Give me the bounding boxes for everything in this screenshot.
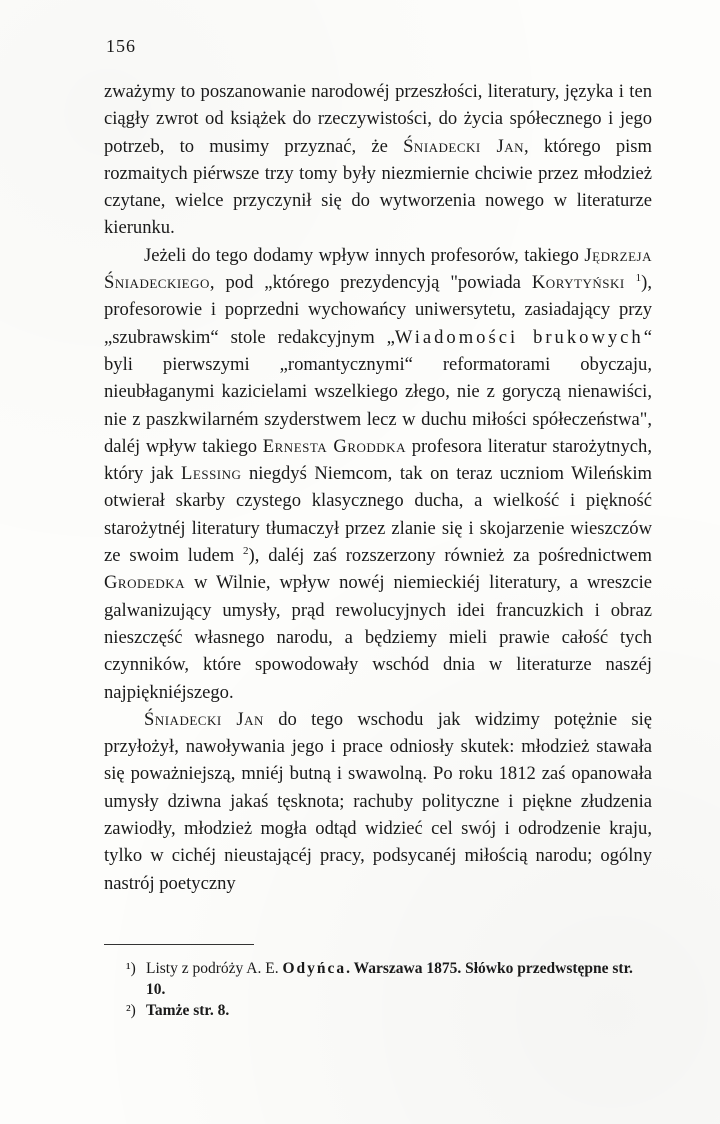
p1-author-name: Śniadecki Jan bbox=[403, 135, 524, 157]
footnote-1-pre: Listy z podróży A. E. bbox=[146, 960, 283, 977]
p2-name-jedrzej: Jędrzeja Śniadeckiego bbox=[104, 244, 652, 294]
p2-name-korytynski: Korytyński bbox=[531, 272, 625, 294]
paragraph-2 bbox=[104, 242, 652, 706]
footnote-ref-2: 2 bbox=[243, 544, 249, 557]
p2-text-2: , pod „którego prezydencyją "powiada bbox=[209, 272, 532, 294]
page-number: 156 bbox=[106, 36, 136, 56]
footnote-2-mark: ²) bbox=[126, 1002, 136, 1019]
footnote-1-post: . Warszawa 1875. Słówko przedwstępne str. 10. bbox=[146, 960, 633, 998]
footnote-1-mark: ¹) bbox=[126, 960, 136, 977]
p2-text-4: “ byli pierwszymi „romantycznymi“ reformatorami obyczaju, nieubłaganymi kazicielami wszelkiego złego, nie z goryczą nienawiści, nie z paszkwilarném szyderstwem lecz w duchu miłości spółeczeństwa", daléj wpływ takiego bbox=[104, 326, 652, 457]
p3-text-1: do tego wschodu jak widzimy potężnie się przyłożył, nawoływania jego i prace odniosły skutek: młodzież stawała się poważniejszą, mniéj butną i swawolną. Po roku 1812 zaś opanowała umysły dziwna jakaś tęsknota; rachuby polityczne i piękne złudzenia zawiodły, młodzież mogła odtąd widzieć cel swój i odrodzenie kraju, tylko w cichéj nieustającéj pracy, podsycanéj miłością narodu; ogólny nastrój poetyczny bbox=[104, 708, 652, 894]
p2-name-grodedek: Grodedka bbox=[104, 572, 185, 594]
footnote-divider bbox=[104, 944, 254, 945]
p2-text-6: niegdyś Niemcom, tak on teraz uczniom Wileńskim otwierał skarby czystego klasycznego ducha, a wielkość i piękność starożytnéj literatury tłumaczył przez zlanie się i skojarzenie wieszczów ze swoim ludem bbox=[104, 463, 652, 567]
paragraph-3 bbox=[104, 706, 652, 897]
paragraph-1 bbox=[104, 78, 652, 242]
footnotes bbox=[126, 958, 656, 1021]
main-text bbox=[104, 78, 652, 897]
footnote-ref-1: 1 bbox=[635, 271, 642, 284]
p3-author-name: Śniadecki Jan bbox=[144, 708, 264, 730]
p2-text-7: ), daléj zaś rozszerzony również za pośrednictwem bbox=[248, 545, 653, 567]
p1-text-2: , którego pism rozmaitych piérwsze trzy tomy były niezmiernie chciwie przez młodzież czytane, wielce przyczynił się do wytworzenia nowego w literaturze kierunku. bbox=[104, 135, 653, 239]
footnote-1 bbox=[126, 958, 656, 1000]
p2-text-8: w Wilnie, wpływ nowéj niemieckiéj literatury, a wreszcie galwanizujący umysły, prąd rewolucyjnych idei francuzkich i obraz nieszczęść własnego narodu, a będziemy mieli prawie całość tych czynników, które spowodowały wschód dnia w literaturze naszéj najpiękniéjszego. bbox=[104, 572, 652, 703]
p2-text-3: ), profesorowie i poprzedni wychowańcy uniwersytetu, zasiadający przy „szubrawskim“ stole redakcyjnym „ bbox=[104, 272, 652, 348]
footnote-1-author: Odyńca bbox=[282, 960, 347, 977]
p2-name-groddek: Ernesta Groddka bbox=[262, 435, 406, 457]
footnote-2 bbox=[126, 1000, 656, 1021]
p1-text-1: zważymy to poszanowanie narodowéj przeszłości, literatury, języka i ten ciągły zwrot od książek do rzeczywistości, do życia spółecznego i jego potrzeb, to musimy przyznać, że bbox=[104, 81, 652, 157]
p2-text-1: Jeżeli do tego dodamy wpływ innych profesorów, takiego bbox=[144, 244, 585, 266]
p2-name-lessing: Lessing bbox=[181, 463, 242, 485]
p2-text-5: profesora literatur starożytnych, który jak bbox=[104, 435, 652, 485]
p2-journal-title: Wiadomości brukowych bbox=[394, 326, 644, 348]
footnote-2-text: Tamże str. 8. bbox=[146, 1002, 230, 1019]
